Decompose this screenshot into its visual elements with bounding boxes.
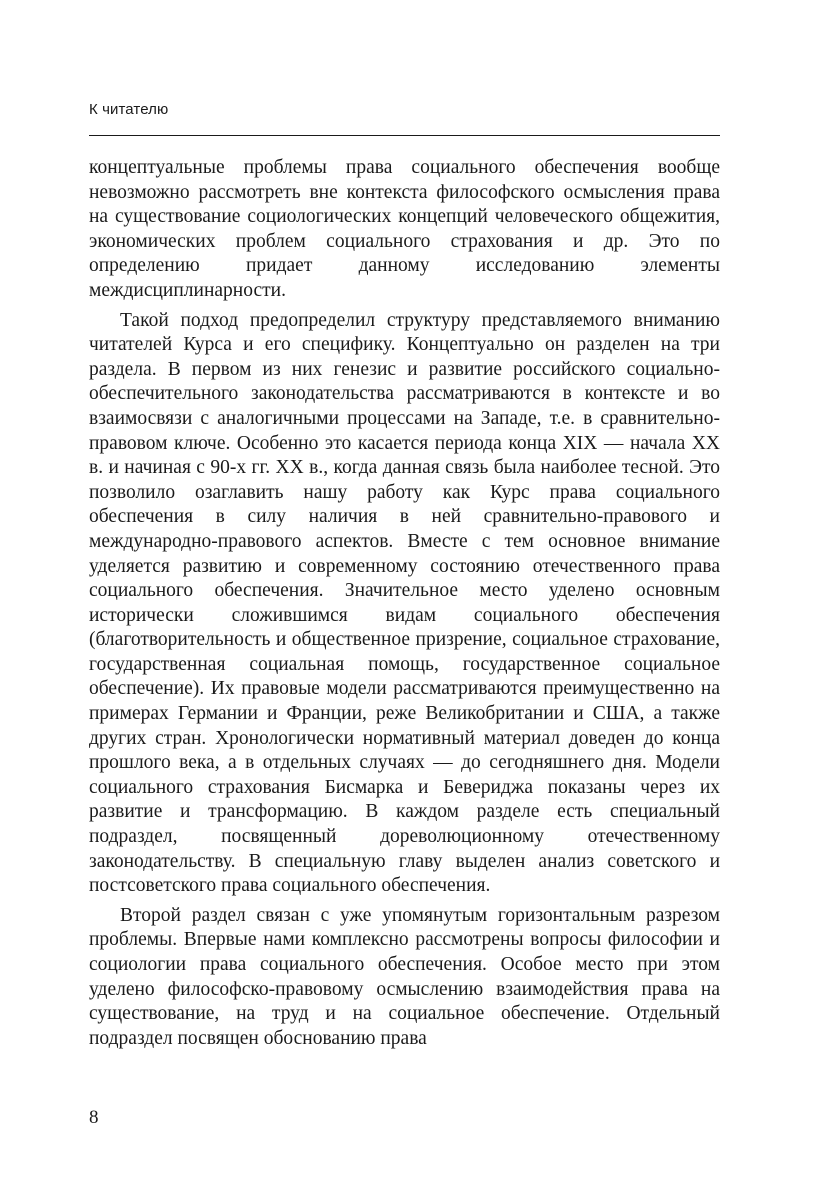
paragraph-continuation: концептуальные проблемы права социального обеспечения вообще невозможно рассмотреть вне контекста философского осмысления права на существование социологических концепций человеческого общежития, экономических проблем социального страхования и др. Это по определению придает данному исследованию элементы междисциплинарности.	[89, 157, 720, 301]
header-rule	[89, 135, 720, 136]
page-number: 8	[89, 1107, 99, 1128]
running-head: К читателю	[89, 101, 169, 118]
paragraph-second-section: Второй раздел связан с уже упомянутым горизонтальным разрезом проблемы. Впервые нами комплексно рассмотрены вопросы философии и социологии права социального обеспечения. Особое место при этом уделено философско-правовому осмыслению взаимодействия права на существование, на труд и на социальное обеспечение. Отдельный подраздел посвящен обоснованию права	[89, 904, 720, 1049]
paragraph-structure: Такой подход предопределил структуру представляемого вниманию читателей Курса и его специфику. Концептуально он разделен на три раздела. В первом из них генезис и развитие российского социально-обеспечительного законодательства рассматриваются в контексте и во взаимосвязи с аналогичными процессами на Западе, т.е. в сравнительно-правовом ключе. Особенно это касается периода конца XIX — начала XX в. и начиная с 90-х гг. XX в., когда данная связь была наиболее тесной. Это позволило озаглавить нашу работу как Курс права социального обеспечения в силу наличия в ней сравнительно-правового и международно-правового аспектов. Вместе с тем основное внимание уделяется развитию и современному состоянию отечественного права социального обеспечения. Значительное место уделено основным исторически сложившимся видам социального обеспечения (благотворительность и общественное призрение, социальное страхование, государственная социальная помощь, государственное социальное обеспечение). Их правовые модели рассматриваются преимущественно на примерах Германии и Франции, реже Великобритании и США, а также других стран. Хронологически нормативный материал доведен до конца прошлого века, а в отдельных случаях — до сегодняшнего дня. Модели социального страхования Бисмарка и Бевериджа показаны через их развитие и трансформацию. В каждом разделе есть специальный подраздел, посвященный дореволюционному отечественному законодательству. В специальную главу выделен анализ советского и постсоветского права социального обеспечения.	[89, 309, 720, 897]
body-text	[89, 156, 720, 1056]
